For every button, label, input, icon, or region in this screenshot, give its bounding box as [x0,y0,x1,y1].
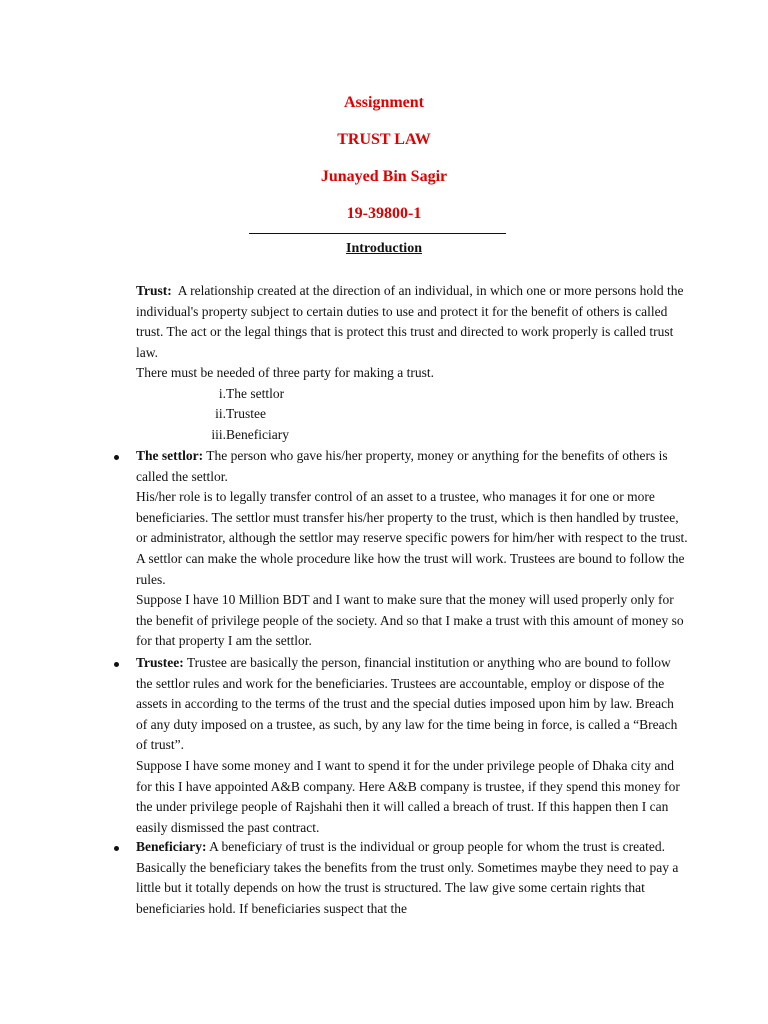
subject-title: TRUST LAW [337,131,431,148]
beneficiary-definition-text: A beneficiary of trust is the individual or group people for whom the trust is created. Basically the beneficiary takes the benefits from the trust only. Sometimes maybe they need to pay a little but it totally depends on how the trust is structured. The law give some certain rights that beneficiaries hold. If beneficiaries suspect that the [136,839,679,916]
trust-text: A relationship created at the direction of an individual, in which one or more persons hold the individual's property subject to certain duties to use and protect it for the benefit of others is called trust. The act or the legal things that is protect this trust and directed to work properly is called trust law. [136,283,684,360]
party-label: The settlor [226,386,285,401]
trust-label: Trust: [136,283,172,298]
party-label: Beneficiary [226,427,289,442]
trust-definition [136,281,688,363]
trustee-section [136,653,688,838]
bullet-icon [114,653,124,674]
party-marker: i. [218,386,226,401]
beneficiary-section [136,837,688,919]
party-marker: iii. [211,427,226,442]
bullet-icon [114,837,124,858]
introduction-heading: Introduction [346,241,422,256]
trustee-example: Suppose I have some money and I want to spend it for the under privilege people of Dhaka city and for this I have appointed A&B company. Here A&B company is trustee, if they spend this money for the under privilege people of Rajshahi then it will called a breach of trust. If this happen then I can easily dismissed the past contract. [136,757,680,835]
party-item [218,384,285,405]
settlor-role: His/her role is to legally transfer control of an asset to a trustee, who manages it for one or more beneficiaries. The settlor must transfer his/her property to the trust, which is then handled by trustee, or administrator, although the settlor may reserve specific powers for him/her with respect to the trust. A settlor can make the whole procedure like how the trust will work. Trustees are bound to follow the rules. [136,489,688,587]
trustee-label: Trustee: [136,655,184,670]
assignment-title: Assignment [343,94,424,111]
party-item [211,425,289,446]
settlor-example: Suppose I have 10 Million BDT and I want to make sure that the money will used properly only for the benefit of privilege people of the society. And so that I make a trust with this amount of money so for that property I am the settlor. [136,592,684,649]
settlor-section [136,446,688,652]
party-label: Trustee [226,406,267,421]
bullet-icon [114,446,124,467]
party-item [215,404,267,425]
settlor-definition [136,446,688,487]
settlor-label: The settlor: [136,448,204,463]
student-name: Junayed Bin Sagir [320,168,448,185]
party-intro: There must be needed of three party for making a trust. [136,365,435,380]
trustee-definition [136,653,688,756]
trustee-definition-text: Trustee are basically the person, financial institution or anything who are bound to follow the settlor rules and work for the beneficiaries. Trustees are accountable, employ or dispose of the assets in according to the terms of the trust and the special duties imposed upon him by law. Breach of any duty imposed on a trustee, as such, by any law for the time being in force, is called a “Breach of trust”. [136,655,678,753]
party-marker: ii. [215,406,226,421]
student-id: 19-39800-1 [346,205,422,222]
beneficiary-label: Beneficiary: [136,839,207,854]
title-divider [249,233,506,234]
settlor-definition-text: The person who gave his/her property, money or anything for the benefits of others is called the settlor. [136,448,668,484]
